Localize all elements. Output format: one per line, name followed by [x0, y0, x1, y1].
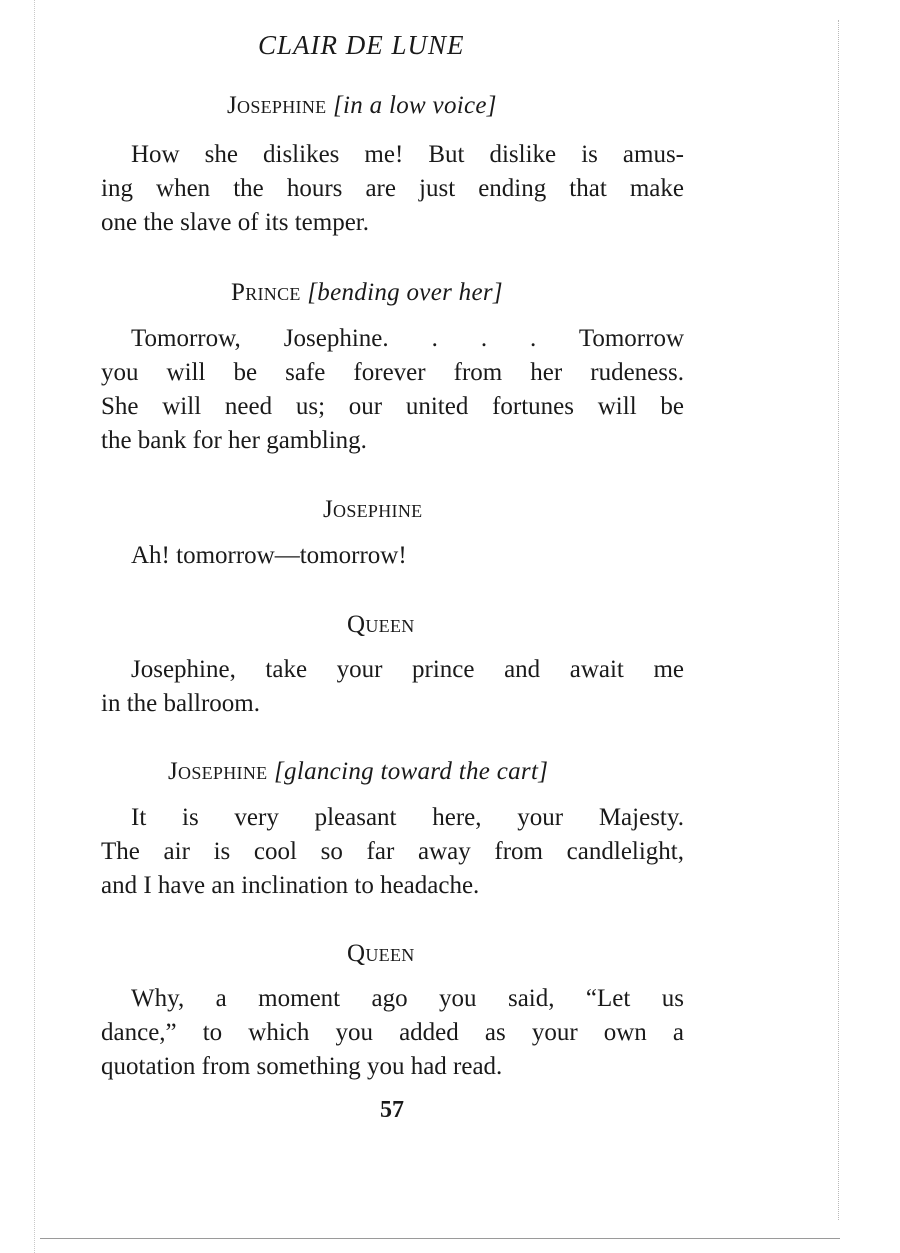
speaker-name: Josephine: [227, 92, 327, 119]
speech-text: [101, 801, 684, 903]
stage-direction: [in a low voice]: [333, 92, 497, 119]
speech-text: [101, 322, 684, 458]
speech-line: How she dislikes me! But dislike is amus-: [131, 141, 684, 168]
page-number: 57: [380, 1097, 404, 1123]
speaker-name: Josephine: [323, 496, 423, 523]
speaker-heading: [347, 611, 415, 639]
stage-direction: [bending over her]: [307, 279, 503, 306]
speaker-heading: [227, 92, 497, 120]
speech-line: She will need us; our united fortunes will be: [101, 393, 684, 420]
speech-line: The air is cool so far away from candlelight,: [101, 838, 684, 865]
speech-line: dance,” to which you added as your own a: [101, 1019, 684, 1046]
speaker-name: Queen: [347, 611, 415, 638]
speaker-heading: [323, 496, 422, 524]
speech-line: ing when the hours are just ending that make: [101, 175, 684, 202]
scan-edge-bottom: [40, 1238, 840, 1239]
speaker-name: Josephine: [168, 758, 268, 785]
scan-edge-right: [838, 20, 839, 1220]
speech-line: Josephine, take your prince and await me: [131, 656, 684, 683]
speech-text: [101, 982, 684, 1084]
speech-text: [101, 138, 684, 240]
speech-line: and I have an inclination to headache.: [101, 872, 480, 899]
speech-line: the bank for her gambling.: [101, 427, 367, 454]
speech-text: [101, 653, 684, 721]
speech-line: you will be safe forever from her rudeness.: [101, 359, 684, 386]
running-head: CLAIR DE LUNE: [258, 30, 465, 60]
speech-line: Why, a moment ago you said, “Let us: [131, 985, 684, 1012]
speech-line: quotation from something you had read.: [101, 1053, 503, 1080]
speaker-name: Prince: [231, 279, 301, 306]
stage-direction: [glancing toward the cart]: [274, 758, 549, 785]
speaker-name: Queen: [347, 940, 415, 967]
speech-line: Tomorrow, Josephine. . . . Tomorrow: [131, 325, 684, 352]
speech-line: It is very pleasant here, your Majesty.: [131, 804, 684, 831]
speech-line: Ah! tomorrow—tomorrow!: [131, 542, 407, 569]
speech-line: in the ballroom.: [101, 690, 260, 717]
scan-edge-left: [34, 0, 35, 1253]
speaker-heading: [168, 758, 548, 786]
speech-text: [101, 539, 684, 573]
speaker-heading: [231, 279, 503, 307]
speaker-heading: [347, 940, 415, 968]
speech-line: one the slave of its temper.: [101, 209, 369, 236]
